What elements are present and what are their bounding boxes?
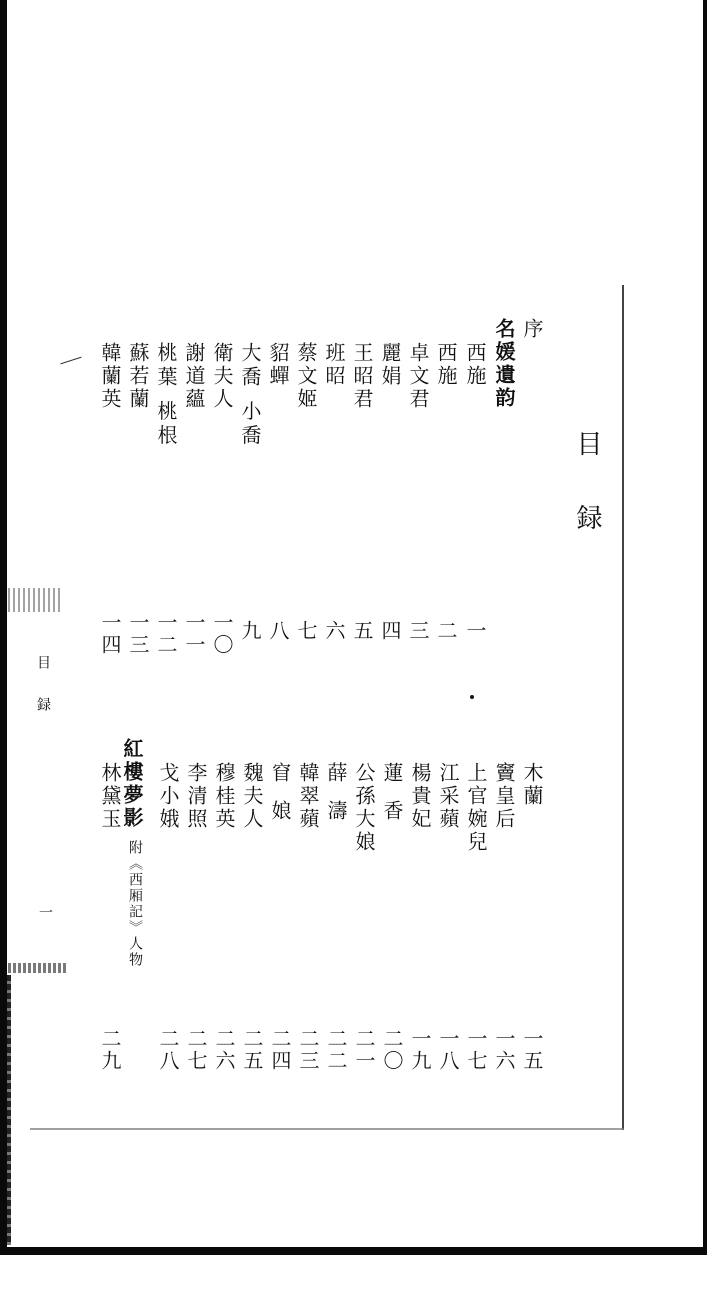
toc-entry-name: 班昭 <box>322 342 346 388</box>
scan-artifact <box>8 588 63 612</box>
toc-entry-page: 九 <box>238 620 262 646</box>
toc-entry-name: 大喬 小喬 <box>238 342 262 449</box>
toc-entry-name: 公孫大娘 <box>352 762 376 854</box>
toc-entry-name: 楊貴妃 <box>408 762 432 831</box>
toc-entry-page: 二六 <box>212 1028 236 1072</box>
scan-artifact <box>7 975 11 1245</box>
toc-entry-page: 一二 <box>154 612 178 656</box>
toc-entry-page: 一五 <box>520 1028 544 1072</box>
page-title: 目録 <box>572 430 602 578</box>
toc-entry-name: 穆桂英 <box>212 762 236 831</box>
toc-entry-page: 一三 <box>126 612 150 656</box>
toc-entry-page: 五 <box>350 620 374 646</box>
toc-entry-page: 一八 <box>436 1028 460 1072</box>
toc-entry-name: 李清照 <box>184 762 208 831</box>
toc-entry-page: 二一 <box>352 1028 376 1072</box>
section-heading: 紅樓夢影 <box>120 738 144 830</box>
toc-entry-page: 二〇 <box>380 1028 404 1072</box>
scan-border-left <box>0 0 7 1255</box>
toc-entry-page: 二二 <box>324 1028 348 1072</box>
toc-entry-page: 八 <box>266 620 290 646</box>
toc-entry-page: 二七 <box>184 1028 208 1072</box>
scan-border-right <box>703 0 707 1255</box>
toc-entry-name: 蓮香 <box>380 762 404 838</box>
scan-artifact <box>8 963 66 973</box>
toc-entry-page: 一四 <box>98 612 122 656</box>
toc-entry-name: 魏夫人 <box>240 762 264 831</box>
toc-entry-page: 一九 <box>408 1028 432 1072</box>
toc-entry-page: 一 <box>463 620 487 646</box>
toc-entry-name: 西施 <box>434 342 458 388</box>
toc-entry-name: 薛濤 <box>324 762 348 838</box>
toc-entry-page: 四 <box>378 620 402 646</box>
toc-entry-page: 二九 <box>98 1028 122 1072</box>
toc-entry-name: 貂蟬 <box>266 342 290 388</box>
toc-entry-name: 王昭君 <box>350 342 374 411</box>
toc-entry-page: 七 <box>294 620 318 646</box>
running-head: 目録 <box>35 655 51 739</box>
toc-entry-name: 蘇若蘭 <box>126 342 150 411</box>
toc-entry-name: 木蘭 <box>520 762 544 808</box>
toc-entry-page: 三 <box>406 620 430 646</box>
toc-entry-name: 謝道蘊 <box>182 342 206 411</box>
section-note: 附《西厢記》人物 <box>127 840 143 968</box>
toc-entry-name: 韓蘭英 <box>98 342 122 411</box>
toc-entry-page: 二五 <box>240 1028 264 1072</box>
toc-entry-name: 西施 <box>463 342 487 388</box>
toc-entry-name: 窅娘 <box>268 762 292 838</box>
toc-entry-name: 桃葉 桃根 <box>154 342 178 449</box>
toc-entry-name: 麗娟 <box>378 342 402 388</box>
toc-entry-name: 蔡文姬 <box>294 342 318 411</box>
toc-entry-name: 林黛玉 <box>98 762 122 831</box>
toc-entry-page: 六 <box>322 620 346 646</box>
page-edge-right <box>622 285 624 1130</box>
scan-border-bottom <box>0 1247 705 1255</box>
toc-entry-page: 二四 <box>268 1028 292 1072</box>
toc-entry-page: 二八 <box>156 1028 180 1072</box>
toc-entry-name: 卓文君 <box>406 342 430 411</box>
toc-entry-name: 衛夫人 <box>210 342 234 411</box>
toc-entry-page: 二三 <box>296 1028 320 1072</box>
pencil-mark <box>60 357 81 365</box>
toc-entry-page: 二 <box>434 620 458 646</box>
toc-entry-name: 江采蘋 <box>436 762 460 831</box>
toc-entry-page: 一〇 <box>210 612 234 656</box>
toc-entry-name: 戈小娥 <box>156 762 180 831</box>
toc-entry-page: 一一 <box>182 612 206 656</box>
toc-entry-page: 一七 <box>464 1028 488 1072</box>
section-heading: 名媛遺韵 <box>492 318 516 410</box>
preface-entry: 序 <box>520 318 544 341</box>
folio: 一 <box>37 905 53 919</box>
toc-entry-name: 韓翠蘋 <box>296 762 320 831</box>
toc-entry-page: 一六 <box>492 1028 516 1072</box>
page-edge-bottom <box>30 1128 624 1130</box>
toc-entry-name: 竇皇后 <box>492 762 516 831</box>
ink-dot <box>470 695 474 699</box>
toc-entry-name: 上官婉兒 <box>464 762 488 854</box>
